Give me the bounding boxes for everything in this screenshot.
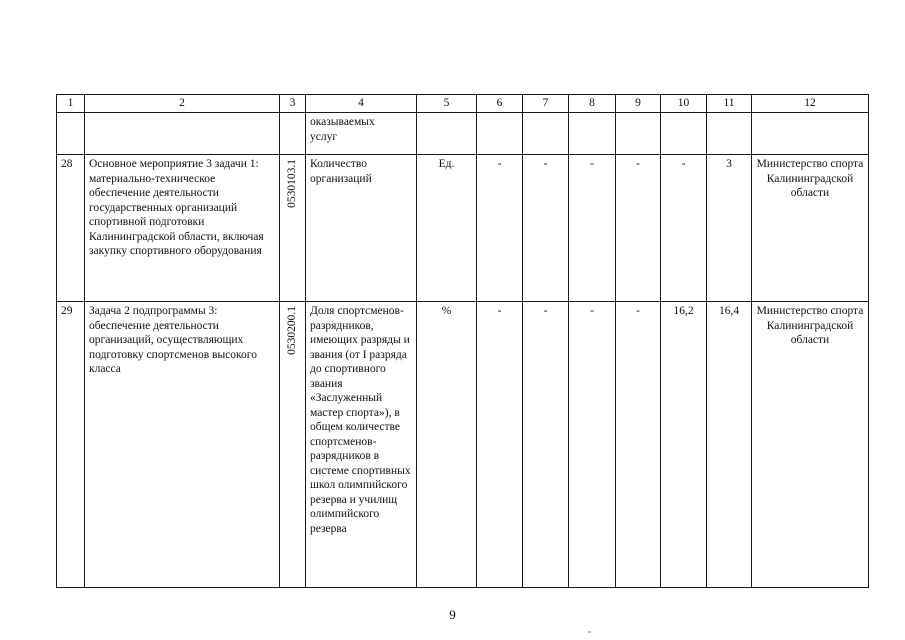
value-cell: - bbox=[477, 155, 523, 302]
scan-artifact bbox=[588, 631, 591, 633]
table-row bbox=[57, 302, 869, 588]
value-cell: - bbox=[661, 155, 707, 302]
event-name: Задача 2 подпрограммы 3: обеспечение деятельности организаций, осуществляющих подготовку спортсменов высокого класса bbox=[85, 302, 280, 588]
indicators-table bbox=[56, 94, 869, 588]
header-cell: 8 bbox=[569, 95, 616, 113]
value-cell: - bbox=[616, 155, 661, 302]
header-cell: 6 bbox=[477, 95, 523, 113]
value-cell: - bbox=[569, 155, 616, 302]
header-cell: 2 bbox=[85, 95, 280, 113]
value-cell: - bbox=[523, 155, 569, 302]
unit-cell: Ед. bbox=[417, 155, 477, 302]
row-number: 28 bbox=[57, 155, 85, 302]
table-row bbox=[57, 155, 869, 302]
row-number: 29 bbox=[57, 302, 85, 588]
value-cell: 3 bbox=[707, 155, 752, 302]
header-cell: 9 bbox=[616, 95, 661, 113]
event-name: Основное мероприятие 3 задачи 1: материально-техническое обеспечение деятельности государственных организаций спортивной подготовки Калининградской области, включая закупку спортивного оборудования bbox=[85, 155, 280, 302]
event-code: 0530103.1 bbox=[286, 159, 299, 208]
header-cell: 4 bbox=[306, 95, 417, 113]
unit-cell: % bbox=[417, 302, 477, 588]
indicator-continuation: оказываемых услуг bbox=[306, 113, 417, 155]
value-cell: 16,2 bbox=[661, 302, 707, 588]
header-cell: 11 bbox=[707, 95, 752, 113]
value-cell: - bbox=[477, 302, 523, 588]
page-number: 9 bbox=[449, 607, 456, 622]
header-row bbox=[57, 95, 869, 113]
header-cell: 7 bbox=[523, 95, 569, 113]
indicator-name: Доля спортсменов-разрядников, имеющих разряды и звания (от I разряда до спортивного звания «Заслуженный мастер спорта»), в общем количестве спортсменов-разрядников в системе спортивных школ олимпийского резерва и училищ олимпийского резерва bbox=[306, 302, 417, 588]
executor-cell: Министерство спорта Калининградской области bbox=[752, 155, 869, 302]
event-code: 0530200.1 bbox=[286, 306, 299, 355]
value-cell: - bbox=[523, 302, 569, 588]
executor-cell: Министерство спорта Калининградской области bbox=[752, 302, 869, 588]
code-cell bbox=[280, 155, 306, 302]
continuation-row bbox=[57, 113, 869, 155]
header-cell: 3 bbox=[280, 95, 306, 113]
header-cell: 1 bbox=[57, 95, 85, 113]
header-cell: 12 bbox=[752, 95, 869, 113]
value-cell: - bbox=[616, 302, 661, 588]
indicator-name: Количество организаций bbox=[306, 155, 417, 302]
value-cell: - bbox=[569, 302, 616, 588]
header-cell: 10 bbox=[661, 95, 707, 113]
code-cell bbox=[280, 302, 306, 588]
header-cell: 5 bbox=[417, 95, 477, 113]
value-cell: 16,4 bbox=[707, 302, 752, 588]
